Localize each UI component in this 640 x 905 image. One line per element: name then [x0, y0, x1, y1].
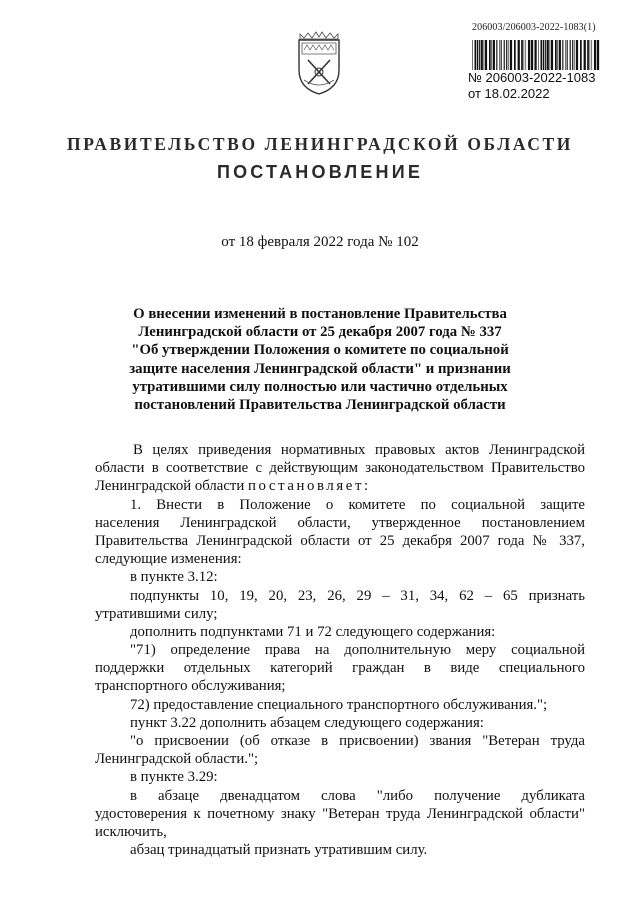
- resolves-word: постановляет: [248, 478, 365, 495]
- paragraph-line: Правительства Ленинградской области от 25 декабря 2007 года № 337,: [95, 532, 585, 549]
- paragraph-line: пункт 3.22 дополнить абзацем следующего содержания:: [130, 714, 484, 731]
- coat-of-arms-icon: [296, 30, 342, 96]
- registration-date: от 18.02.2022: [468, 86, 550, 101]
- subject-line: Ленинградской области от 25 декабря 2007 года № 337: [138, 324, 502, 341]
- subject-line: защите населения Ленинградской области" и признании: [129, 360, 511, 377]
- paragraph-line: следующие изменения:: [95, 551, 242, 568]
- paragraph-line: в абзаце двенадцатом слова "либо получение дубликата: [130, 787, 585, 804]
- subject-line: "Об утверждении Положения о комитете по социальной: [131, 342, 509, 359]
- preamble-colon: :: [364, 478, 369, 495]
- paragraph-line: 1. Внести в Положение о комитете по социальной защите: [130, 496, 585, 513]
- paragraph-line: исключить,: [95, 823, 167, 840]
- document-id: 206003/206003-2022-1083(1): [472, 22, 596, 33]
- paragraph-line: поддержки отдельных категорий граждан в виде специального: [95, 660, 585, 677]
- paragraph-line: подпункты 10, 19, 20, 23, 26, 29 – 31, 34, 62 – 65 признать: [130, 587, 585, 604]
- paragraph-line: населения Ленинградской области, утвержденное постановлением: [95, 514, 585, 531]
- paragraph-line: 72) предоставление специального транспортного обслуживания.";: [130, 696, 548, 713]
- subject-line: О внесении изменений в постановление Правительства: [133, 306, 507, 322]
- registration-number: № 206003-2022-1083: [468, 70, 596, 85]
- preamble-line: [95, 477, 585, 495]
- paragraph-line: в пункте 3.29:: [130, 769, 218, 786]
- subject-line: постановлений Правительства Ленинградской области: [134, 397, 506, 414]
- paragraph-line: Ленинградской области.";: [95, 751, 259, 768]
- paragraph-line: дополнить подпунктами 71 и 72 следующего содержания:: [130, 623, 496, 640]
- barcode-icon: [472, 40, 600, 70]
- preamble-line: В целях приведения нормативных правовых актов Ленинградской: [133, 442, 585, 458]
- paragraph-line: транспортного обслуживания;: [95, 678, 286, 695]
- paragraph-line: "71) определение права на дополнительную меру социальной: [130, 642, 585, 659]
- document-subject: [110, 305, 530, 414]
- government-title: ПРАВИТЕЛЬСТВО ЛЕНИНГРАДСКОЙ ОБЛАСТИ: [66, 134, 574, 154]
- paragraph-line: утратившими силу;: [95, 605, 218, 622]
- paragraph-line: удостоверения к почетному знаку "Ветеран труда Ленинградской области": [95, 805, 585, 822]
- subject-line: утратившими силу полностью или частично отдельных: [132, 378, 508, 395]
- document-type: ПОСТАНОВЛЕНИЕ: [216, 162, 424, 182]
- paragraph-line: в пункте 3.12:: [130, 569, 218, 586]
- document-date-number: от 18 февраля 2022 года № 102: [221, 234, 419, 250]
- paragraph-line: "о присвоении (об отказе в присвоении) звания "Ветеран труда: [130, 733, 585, 749]
- preamble-text: Ленинградской области: [95, 478, 249, 495]
- paragraph-line: абзац тринадцатый признать утратившим силу.: [130, 842, 428, 859]
- document-body: [95, 441, 585, 859]
- preamble-line: области в соответствие с действующим законодательством Правительство: [95, 460, 585, 477]
